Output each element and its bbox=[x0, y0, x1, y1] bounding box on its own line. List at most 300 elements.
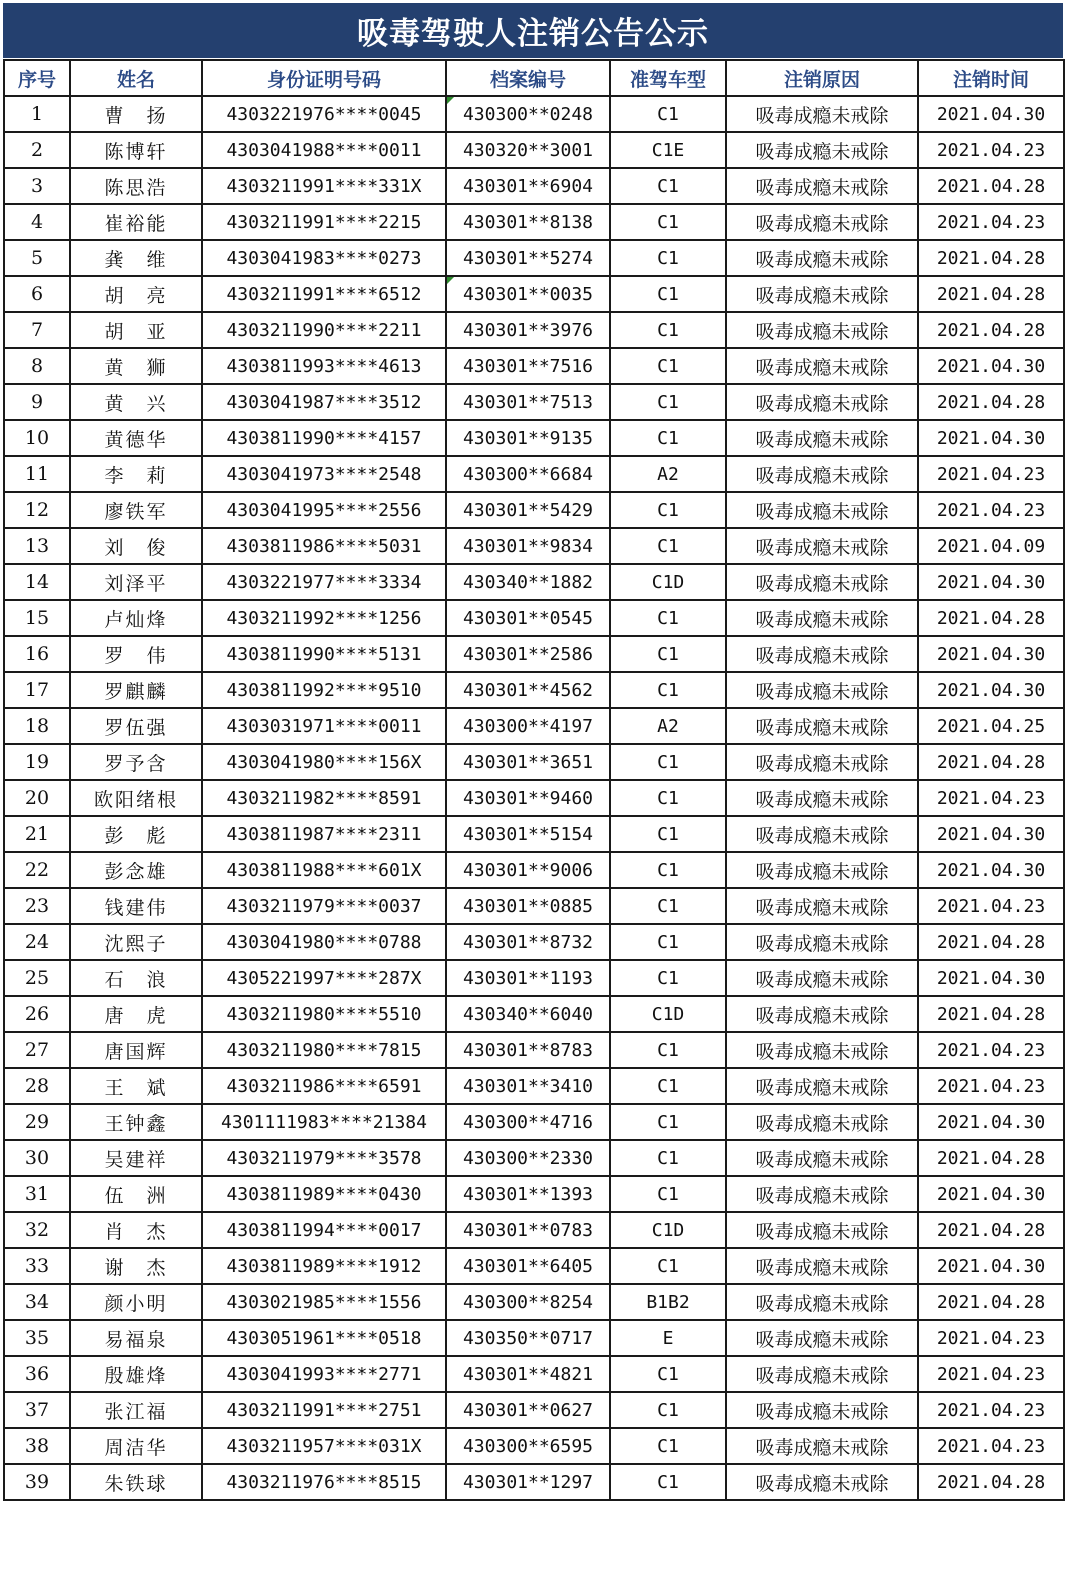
cell-date[interactable] bbox=[918, 636, 1064, 672]
cell-no[interactable] bbox=[4, 1428, 70, 1464]
cell-date[interactable] bbox=[918, 348, 1064, 384]
cell-reason[interactable] bbox=[726, 456, 918, 492]
cell-name[interactable] bbox=[70, 1248, 202, 1284]
cell-id-number[interactable] bbox=[202, 924, 446, 960]
cell-no[interactable] bbox=[4, 1212, 70, 1248]
cell-no[interactable] bbox=[4, 1248, 70, 1284]
cell-reason[interactable] bbox=[726, 1032, 918, 1068]
cell-name[interactable] bbox=[70, 744, 202, 780]
cell-reason[interactable] bbox=[726, 240, 918, 276]
cell-reason[interactable] bbox=[726, 276, 918, 312]
cell-no[interactable] bbox=[4, 600, 70, 636]
cell-id-number[interactable] bbox=[202, 492, 446, 528]
cell-no[interactable] bbox=[4, 132, 70, 168]
cell-reason[interactable] bbox=[726, 96, 918, 132]
cell-no[interactable] bbox=[4, 636, 70, 672]
cell-date[interactable] bbox=[918, 1464, 1064, 1500]
cell-license-class[interactable] bbox=[610, 384, 726, 420]
cell-id-number[interactable] bbox=[202, 276, 446, 312]
cell-license-class[interactable] bbox=[610, 312, 726, 348]
cell-name[interactable] bbox=[70, 1464, 202, 1500]
cell-archive-number[interactable] bbox=[446, 276, 610, 312]
cell-archive-number-text: 430301**0783 bbox=[462, 1219, 594, 1241]
cell-license-class[interactable] bbox=[610, 852, 726, 888]
cell-id-number[interactable] bbox=[202, 672, 446, 708]
cell-id-number[interactable] bbox=[202, 528, 446, 564]
table-row bbox=[4, 528, 1064, 564]
cell-license-class[interactable] bbox=[610, 348, 726, 384]
cell-license-class[interactable] bbox=[610, 456, 726, 492]
cell-name[interactable] bbox=[70, 1140, 202, 1176]
cell-date[interactable] bbox=[918, 852, 1064, 888]
cell-archive-number[interactable] bbox=[446, 1140, 610, 1176]
cell-no[interactable] bbox=[4, 1356, 70, 1392]
cell-name[interactable] bbox=[70, 1392, 202, 1428]
cell-date[interactable] bbox=[918, 1392, 1064, 1428]
cell-name[interactable] bbox=[70, 456, 202, 492]
cell-reason[interactable] bbox=[726, 1464, 918, 1500]
cell-license-class[interactable] bbox=[610, 1428, 726, 1464]
cell-no[interactable] bbox=[4, 1320, 70, 1356]
cell-license-class[interactable] bbox=[610, 420, 726, 456]
cell-name-text: 胡 亮 bbox=[104, 284, 168, 307]
cell-name[interactable] bbox=[70, 276, 202, 312]
cell-id-number[interactable] bbox=[202, 1428, 446, 1464]
cell-license-class[interactable] bbox=[610, 276, 726, 312]
cell-name[interactable] bbox=[70, 708, 202, 744]
cell-name[interactable] bbox=[70, 600, 202, 636]
cell-reason[interactable] bbox=[726, 636, 918, 672]
cell-id-number[interactable] bbox=[202, 888, 446, 924]
cell-license-class-text: C1 bbox=[657, 967, 679, 989]
cell-archive-number[interactable] bbox=[446, 456, 610, 492]
cell-archive-number[interactable] bbox=[446, 528, 610, 564]
cell-date[interactable] bbox=[918, 816, 1064, 852]
cell-no[interactable] bbox=[4, 384, 70, 420]
cell-archive-number[interactable] bbox=[446, 132, 610, 168]
cell-license-class[interactable] bbox=[610, 1212, 726, 1248]
cell-date[interactable] bbox=[918, 132, 1064, 168]
cell-no-text: 32 bbox=[24, 1219, 50, 1241]
cell-no[interactable] bbox=[4, 672, 70, 708]
cell-license-class[interactable] bbox=[610, 96, 726, 132]
cell-name[interactable] bbox=[70, 1428, 202, 1464]
cell-name[interactable] bbox=[70, 312, 202, 348]
cell-no[interactable] bbox=[4, 1392, 70, 1428]
cell-reason[interactable] bbox=[726, 1356, 918, 1392]
cell-archive-number-text: 430301**1193 bbox=[462, 967, 594, 989]
cell-id-number-text: 4303211986****6591 bbox=[226, 1075, 422, 1097]
cell-no[interactable] bbox=[4, 780, 70, 816]
cell-reason[interactable] bbox=[726, 312, 918, 348]
cell-reason[interactable] bbox=[726, 1320, 918, 1356]
cell-id-number[interactable] bbox=[202, 1464, 446, 1500]
cell-name[interactable] bbox=[70, 816, 202, 852]
cell-date[interactable] bbox=[918, 1248, 1064, 1284]
cell-archive-number[interactable] bbox=[446, 204, 610, 240]
cell-no[interactable] bbox=[4, 816, 70, 852]
cell-license-class[interactable] bbox=[610, 888, 726, 924]
cell-id-number[interactable] bbox=[202, 852, 446, 888]
cell-name[interactable] bbox=[70, 564, 202, 600]
cell-license-class[interactable] bbox=[610, 1284, 726, 1320]
cell-license-class[interactable] bbox=[610, 1464, 726, 1500]
cell-license-class[interactable] bbox=[610, 1140, 726, 1176]
cell-id-number[interactable] bbox=[202, 1176, 446, 1212]
cell-license-class[interactable] bbox=[610, 1176, 726, 1212]
cell-id-number[interactable] bbox=[202, 1356, 446, 1392]
cell-date[interactable] bbox=[918, 960, 1064, 996]
cell-date[interactable] bbox=[918, 600, 1064, 636]
cell-name[interactable] bbox=[70, 924, 202, 960]
cell-id-number[interactable] bbox=[202, 384, 446, 420]
cell-no[interactable] bbox=[4, 528, 70, 564]
cell-name[interactable] bbox=[70, 1104, 202, 1140]
cell-date[interactable] bbox=[918, 492, 1064, 528]
cell-date[interactable] bbox=[918, 1176, 1064, 1212]
cell-no[interactable] bbox=[4, 348, 70, 384]
cell-no[interactable] bbox=[4, 1032, 70, 1068]
cell-date[interactable] bbox=[918, 996, 1064, 1032]
cell-archive-number-text: 430320**3001 bbox=[462, 139, 594, 161]
cell-archive-number[interactable] bbox=[446, 240, 610, 276]
cell-no[interactable] bbox=[4, 564, 70, 600]
cell-name[interactable] bbox=[70, 168, 202, 204]
cell-reason[interactable] bbox=[726, 1428, 918, 1464]
cell-archive-number[interactable] bbox=[446, 852, 610, 888]
cell-id-number[interactable] bbox=[202, 1068, 446, 1104]
cell-no[interactable] bbox=[4, 996, 70, 1032]
cell-reason[interactable] bbox=[726, 492, 918, 528]
cell-name[interactable] bbox=[70, 1068, 202, 1104]
cell-id-number[interactable] bbox=[202, 420, 446, 456]
cell-date[interactable] bbox=[918, 456, 1064, 492]
cell-license-class[interactable] bbox=[610, 1320, 726, 1356]
cell-no[interactable] bbox=[4, 888, 70, 924]
table-row bbox=[4, 132, 1064, 168]
table-row bbox=[4, 1428, 1064, 1464]
cell-archive-number[interactable] bbox=[446, 744, 610, 780]
cell-archive-number[interactable] bbox=[446, 708, 610, 744]
cell-reason[interactable] bbox=[726, 1104, 918, 1140]
cell-license-class-text: A2 bbox=[657, 463, 679, 485]
cell-no-text: 34 bbox=[24, 1291, 50, 1313]
cell-id-number[interactable] bbox=[202, 960, 446, 996]
cell-no[interactable] bbox=[4, 420, 70, 456]
cell-archive-number[interactable] bbox=[446, 1248, 610, 1284]
cell-id-number[interactable] bbox=[202, 780, 446, 816]
cell-id-number-text: 4303041980****156X bbox=[226, 751, 422, 773]
cell-name[interactable] bbox=[70, 1356, 202, 1392]
cell-no[interactable] bbox=[4, 960, 70, 996]
cell-id-number[interactable] bbox=[202, 1212, 446, 1248]
cell-archive-number[interactable] bbox=[446, 1284, 610, 1320]
cell-archive-number[interactable] bbox=[446, 1176, 610, 1212]
cell-reason[interactable] bbox=[726, 132, 918, 168]
cell-archive-number[interactable] bbox=[446, 312, 610, 348]
cell-id-number[interactable] bbox=[202, 1284, 446, 1320]
cell-reason[interactable] bbox=[726, 1068, 918, 1104]
cell-license-class[interactable] bbox=[610, 132, 726, 168]
cell-id-number[interactable] bbox=[202, 96, 446, 132]
cell-date[interactable] bbox=[918, 276, 1064, 312]
cell-date[interactable] bbox=[918, 312, 1064, 348]
cell-reason[interactable] bbox=[726, 528, 918, 564]
cell-reason[interactable] bbox=[726, 204, 918, 240]
cell-reason[interactable] bbox=[726, 672, 918, 708]
cell-archive-number-text: 430301**3410 bbox=[462, 1075, 594, 1097]
cell-reason[interactable] bbox=[726, 960, 918, 996]
cell-name[interactable] bbox=[70, 636, 202, 672]
cell-id-number[interactable] bbox=[202, 132, 446, 168]
cell-no[interactable] bbox=[4, 1464, 70, 1500]
cell-id-number[interactable] bbox=[202, 204, 446, 240]
cell-date[interactable] bbox=[918, 384, 1064, 420]
cell-no[interactable] bbox=[4, 1104, 70, 1140]
cell-name[interactable] bbox=[70, 1284, 202, 1320]
cell-id-number[interactable] bbox=[202, 564, 446, 600]
cell-reason[interactable] bbox=[726, 852, 918, 888]
cell-archive-number[interactable] bbox=[446, 492, 610, 528]
cell-name[interactable] bbox=[70, 1176, 202, 1212]
cell-id-number[interactable] bbox=[202, 1140, 446, 1176]
cell-archive-number[interactable] bbox=[446, 672, 610, 708]
cell-date[interactable] bbox=[918, 1140, 1064, 1176]
cell-reason[interactable] bbox=[726, 708, 918, 744]
cell-no-text: 5 bbox=[30, 247, 44, 269]
cell-license-class[interactable] bbox=[610, 960, 726, 996]
cell-license-class[interactable] bbox=[610, 1068, 726, 1104]
cell-license-class[interactable] bbox=[610, 204, 726, 240]
cell-id-number[interactable] bbox=[202, 636, 446, 672]
cell-date[interactable] bbox=[918, 780, 1064, 816]
cell-archive-number[interactable] bbox=[446, 1032, 610, 1068]
cell-name[interactable] bbox=[70, 204, 202, 240]
cell-date[interactable] bbox=[918, 204, 1064, 240]
cell-license-class[interactable] bbox=[610, 924, 726, 960]
cell-license-class[interactable] bbox=[610, 600, 726, 636]
cell-license-class[interactable] bbox=[610, 672, 726, 708]
cell-no[interactable] bbox=[4, 924, 70, 960]
cell-name[interactable] bbox=[70, 492, 202, 528]
cell-id-number[interactable] bbox=[202, 312, 446, 348]
cell-reason[interactable] bbox=[726, 996, 918, 1032]
cell-reason[interactable] bbox=[726, 1284, 918, 1320]
cell-no[interactable] bbox=[4, 1176, 70, 1212]
cell-id-number[interactable] bbox=[202, 816, 446, 852]
cell-date[interactable] bbox=[918, 1284, 1064, 1320]
cell-date[interactable] bbox=[918, 888, 1064, 924]
cell-no-text: 18 bbox=[24, 715, 50, 737]
cell-archive-number[interactable] bbox=[446, 1464, 610, 1500]
cell-archive-number[interactable] bbox=[446, 564, 610, 600]
cell-name-text: 卢灿烽 bbox=[104, 608, 168, 631]
table-row bbox=[4, 960, 1064, 996]
cell-archive-number[interactable] bbox=[446, 1356, 610, 1392]
cell-id-number[interactable] bbox=[202, 348, 446, 384]
cell-license-class[interactable] bbox=[610, 240, 726, 276]
cell-archive-number[interactable] bbox=[446, 1212, 610, 1248]
cell-name[interactable] bbox=[70, 888, 202, 924]
cell-no[interactable] bbox=[4, 852, 70, 888]
cell-archive-number[interactable] bbox=[446, 1068, 610, 1104]
cell-archive-number[interactable] bbox=[446, 168, 610, 204]
cell-date[interactable] bbox=[918, 1032, 1064, 1068]
cell-reason[interactable] bbox=[726, 1176, 918, 1212]
cell-date[interactable] bbox=[918, 1068, 1064, 1104]
cell-id-number[interactable] bbox=[202, 996, 446, 1032]
cell-name[interactable] bbox=[70, 1212, 202, 1248]
cell-no[interactable] bbox=[4, 312, 70, 348]
cell-license-class[interactable] bbox=[610, 1248, 726, 1284]
cell-date[interactable] bbox=[918, 744, 1064, 780]
cell-id-number[interactable] bbox=[202, 1248, 446, 1284]
cell-id-number[interactable] bbox=[202, 240, 446, 276]
cell-name[interactable] bbox=[70, 132, 202, 168]
cell-archive-number[interactable] bbox=[446, 1392, 610, 1428]
cell-license-class[interactable] bbox=[610, 996, 726, 1032]
cell-archive-number[interactable] bbox=[446, 996, 610, 1032]
cell-reason[interactable] bbox=[726, 1392, 918, 1428]
cell-reason[interactable] bbox=[726, 1140, 918, 1176]
cell-license-class[interactable] bbox=[610, 816, 726, 852]
cell-id-number[interactable] bbox=[202, 1104, 446, 1140]
cell-id-number[interactable] bbox=[202, 168, 446, 204]
cell-archive-number[interactable] bbox=[446, 1104, 610, 1140]
cell-no-text: 29 bbox=[24, 1111, 50, 1133]
cell-license-class[interactable] bbox=[610, 492, 726, 528]
cell-reason[interactable] bbox=[726, 780, 918, 816]
cell-reason-text: 吸毒成瘾未戒除 bbox=[755, 788, 889, 811]
cell-reason[interactable] bbox=[726, 600, 918, 636]
cell-license-class[interactable] bbox=[610, 1104, 726, 1140]
cell-id-number[interactable] bbox=[202, 1320, 446, 1356]
cell-name[interactable] bbox=[70, 780, 202, 816]
cell-no[interactable] bbox=[4, 1140, 70, 1176]
cell-license-class[interactable] bbox=[610, 1032, 726, 1068]
cell-license-class[interactable] bbox=[610, 708, 726, 744]
cell-no-text: 25 bbox=[24, 967, 50, 989]
cell-name[interactable] bbox=[70, 672, 202, 708]
cell-license-class[interactable] bbox=[610, 636, 726, 672]
cell-date[interactable] bbox=[918, 1212, 1064, 1248]
cell-id-number[interactable] bbox=[202, 600, 446, 636]
cell-date[interactable] bbox=[918, 564, 1064, 600]
cell-name[interactable] bbox=[70, 960, 202, 996]
cell-archive-number[interactable] bbox=[446, 888, 610, 924]
cell-archive-number[interactable] bbox=[446, 780, 610, 816]
cell-name[interactable] bbox=[70, 384, 202, 420]
cell-archive-number[interactable] bbox=[446, 96, 610, 132]
cell-id-number[interactable] bbox=[202, 1032, 446, 1068]
cell-archive-number[interactable] bbox=[446, 384, 610, 420]
cell-name[interactable] bbox=[70, 1320, 202, 1356]
cell-name[interactable] bbox=[70, 852, 202, 888]
cell-no[interactable] bbox=[4, 1284, 70, 1320]
cell-archive-number-text: 430301**5429 bbox=[462, 499, 594, 521]
cell-reason[interactable] bbox=[726, 348, 918, 384]
cell-archive-number[interactable] bbox=[446, 636, 610, 672]
cell-no[interactable] bbox=[4, 744, 70, 780]
cell-name-text: 朱铁球 bbox=[104, 1472, 168, 1495]
cell-reason[interactable] bbox=[726, 564, 918, 600]
cell-archive-number[interactable] bbox=[446, 960, 610, 996]
cell-date[interactable] bbox=[918, 924, 1064, 960]
cell-reason[interactable] bbox=[726, 744, 918, 780]
cell-reason[interactable] bbox=[726, 420, 918, 456]
cell-no[interactable] bbox=[4, 168, 70, 204]
cell-date[interactable] bbox=[918, 1104, 1064, 1140]
cell-archive-number[interactable] bbox=[446, 1428, 610, 1464]
cell-license-class-text: C1 bbox=[657, 391, 679, 413]
table-row bbox=[4, 1356, 1064, 1392]
cell-date[interactable] bbox=[918, 240, 1064, 276]
cell-name[interactable] bbox=[70, 996, 202, 1032]
cell-date[interactable] bbox=[918, 420, 1064, 456]
cell-reason[interactable] bbox=[726, 168, 918, 204]
cell-date[interactable] bbox=[918, 96, 1064, 132]
cell-name[interactable] bbox=[70, 240, 202, 276]
cell-name[interactable] bbox=[70, 420, 202, 456]
cell-id-number[interactable] bbox=[202, 744, 446, 780]
cell-archive-number[interactable] bbox=[446, 348, 610, 384]
cell-date[interactable] bbox=[918, 528, 1064, 564]
cell-id-number[interactable] bbox=[202, 708, 446, 744]
cell-license-class[interactable] bbox=[610, 1356, 726, 1392]
cell-name[interactable] bbox=[70, 96, 202, 132]
cell-name[interactable] bbox=[70, 1032, 202, 1068]
cell-no[interactable] bbox=[4, 204, 70, 240]
cell-name[interactable] bbox=[70, 348, 202, 384]
cell-reason[interactable] bbox=[726, 924, 918, 960]
cell-reason[interactable] bbox=[726, 888, 918, 924]
cell-license-class[interactable] bbox=[610, 780, 726, 816]
cell-name[interactable] bbox=[70, 528, 202, 564]
cell-date[interactable] bbox=[918, 1320, 1064, 1356]
cell-date[interactable] bbox=[918, 708, 1064, 744]
cell-license-class[interactable] bbox=[610, 168, 726, 204]
cell-archive-number[interactable] bbox=[446, 816, 610, 852]
cell-archive-number[interactable] bbox=[446, 924, 610, 960]
cell-reason-text: 吸毒成瘾未戒除 bbox=[755, 1256, 889, 1279]
cell-no[interactable] bbox=[4, 708, 70, 744]
cell-license-class[interactable] bbox=[610, 1392, 726, 1428]
cell-no[interactable] bbox=[4, 240, 70, 276]
cell-archive-number[interactable] bbox=[446, 1320, 610, 1356]
cell-date[interactable] bbox=[918, 1356, 1064, 1392]
cell-id-number[interactable] bbox=[202, 456, 446, 492]
cell-archive-number[interactable] bbox=[446, 600, 610, 636]
cell-license-class[interactable] bbox=[610, 564, 726, 600]
cell-no[interactable] bbox=[4, 1068, 70, 1104]
cell-archive-number[interactable] bbox=[446, 420, 610, 456]
cell-date[interactable] bbox=[918, 1428, 1064, 1464]
cell-license-class[interactable] bbox=[610, 744, 726, 780]
cell-no[interactable] bbox=[4, 276, 70, 312]
cell-no[interactable] bbox=[4, 492, 70, 528]
cell-date[interactable] bbox=[918, 168, 1064, 204]
cell-reason[interactable] bbox=[726, 1212, 918, 1248]
cell-reason[interactable] bbox=[726, 1248, 918, 1284]
cell-no[interactable] bbox=[4, 96, 70, 132]
cell-id-number[interactable] bbox=[202, 1392, 446, 1428]
cell-license-class[interactable] bbox=[610, 528, 726, 564]
cell-no[interactable] bbox=[4, 456, 70, 492]
cell-license-class-text: C1 bbox=[657, 679, 679, 701]
cell-reason[interactable] bbox=[726, 816, 918, 852]
cell-date[interactable] bbox=[918, 672, 1064, 708]
cell-reason[interactable] bbox=[726, 384, 918, 420]
